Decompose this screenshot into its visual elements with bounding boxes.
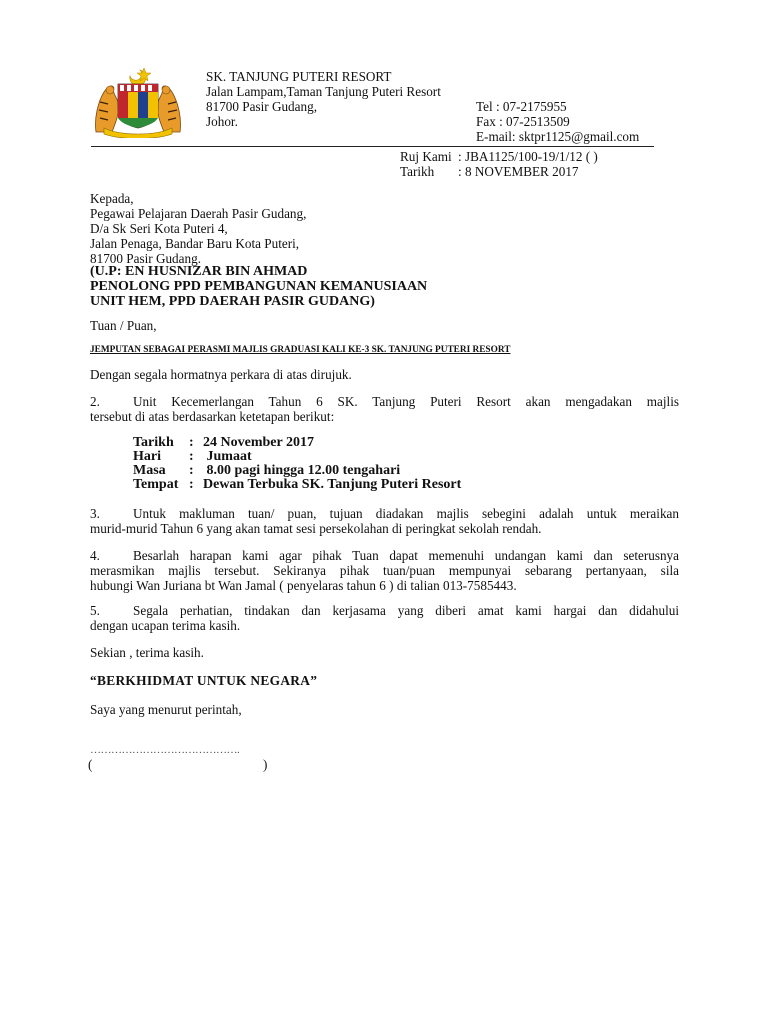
detail-row-masa xyxy=(133,463,400,478)
detail-row-hari xyxy=(133,449,252,464)
email: E-mail: sktpr1125@gmail.com xyxy=(476,129,640,144)
recipient-line-3: Jalan Penaga, Bandar Baru Kota Puteri, xyxy=(90,236,300,251)
detail-colon: : xyxy=(189,477,194,492)
para2-line-1: Unit Kecemerlangan Tahun 6 SK. Tanjung Puteri Resort akan mengadakan majlis xyxy=(133,394,679,409)
recipient-line-1: Pegawai Pelajaran Daerah Pasir Gudang, xyxy=(90,206,307,221)
detail-row-tarikh xyxy=(133,435,314,450)
para5-line-2: dengan ucapan terima kasih. xyxy=(90,618,241,633)
salutation: Tuan / Puan, xyxy=(90,318,157,333)
date-label: Tarikh xyxy=(400,164,435,179)
para2-number: 2. xyxy=(90,394,100,409)
para3-line-2: murid-murid Tahun 6 yang akan tamat sesi persekolahan di peringkat sekolah rendah. xyxy=(90,521,542,536)
detail-label: Masa xyxy=(133,463,166,478)
school-name: SK. TANJUNG PUTERI RESORT xyxy=(206,69,392,84)
para5-line-1: Segala perhatian, tindakan dan kerjasama yang diberi amat kami hargai dan didahului xyxy=(133,603,679,618)
address-line-2: 81700 Pasir Gudang, xyxy=(206,99,317,114)
para3-line-1: Untuk makluman tuan/ puan, tujuan diadakan majlis sebegini adalah untuk meraikan xyxy=(133,506,679,521)
name-bracket-close: ) xyxy=(263,757,268,772)
ref-value: : JBA1125/100-19/1/12 ( ) xyxy=(458,149,598,164)
para5-number: 5. xyxy=(90,603,100,618)
fax: Fax : 07-2513509 xyxy=(476,114,570,129)
detail-colon: : xyxy=(189,449,194,464)
detail-row-tempat xyxy=(133,477,461,492)
detail-value: Jumaat xyxy=(203,449,252,464)
telephone: Tel : 07-2175955 xyxy=(476,99,567,114)
detail-value: 24 November 2017 xyxy=(203,435,314,450)
subject-line: JEMPUTAN SEBAGAI PERASMI MAJLIS GRADUASI KALI KE-3 SK. TANJUNG PUTERI RESORT xyxy=(90,345,511,355)
signature-line: ……………………………………. xyxy=(90,744,240,756)
opening-line: Dengan segala hormatnya perkara di atas dirujuk. xyxy=(90,367,352,382)
para2-line-2: tersebut di atas berdasarkan ketetapan berikut: xyxy=(90,409,335,424)
detail-label: Tempat xyxy=(133,477,179,492)
attention-line-2: PENOLONG PPD PEMBANGUNAN KEMANUSIAAN xyxy=(90,279,428,294)
sekian: Sekian , terima kasih. xyxy=(90,645,204,660)
attention-line-3: UNIT HEM, PPD DAERAH PASIR GUDANG) xyxy=(90,294,375,309)
attention-line-1: (U.P: EN HUSNIZAR BIN AHMAD xyxy=(90,264,308,279)
para3-number: 3. xyxy=(90,506,100,521)
para4-line-2: merasmikan majlis tersebut. Sekiranya pihak tuan/puan mempunyai sebarang pertanyaan, sila xyxy=(90,563,679,578)
detail-label: Hari xyxy=(133,449,161,464)
address-line-1: Jalan Lampam,Taman Tanjung Puteri Resort xyxy=(206,84,441,99)
detail-colon: : xyxy=(189,435,194,450)
recipient-line-2: D/a Sk Seri Kota Puteri 4, xyxy=(90,221,228,236)
para4-line-3: hubungi Wan Juriana bt Wan Jamal ( penyelaras tahun 6 ) di talian 013-7585443. xyxy=(90,578,517,593)
name-bracket-open: ( xyxy=(88,757,93,772)
saya-yang-menurut: Saya yang menurut perintah, xyxy=(90,702,242,717)
coat-of-arms-logo xyxy=(90,62,186,138)
header-divider xyxy=(91,146,654,147)
detail-value: Dewan Terbuka SK. Tanjung Puteri Resort xyxy=(203,477,462,492)
para4-number: 4. xyxy=(90,548,100,563)
para4-line-1: Besarlah harapan kami agar pihak Tuan dapat memenuhi undangan kami dan seterusnya xyxy=(133,548,679,563)
motto: “BERKHIDMAT UNTUK NEGARA” xyxy=(90,673,318,688)
ref-label: Ruj Kami xyxy=(400,149,452,164)
detail-label: Tarikh xyxy=(133,435,174,450)
address-line-3: Johor. xyxy=(206,114,238,129)
detail-colon: : xyxy=(189,463,194,478)
kepada: Kepada, xyxy=(90,191,134,206)
recipient-line-4: 81700 Pasir Gudang. xyxy=(90,251,201,266)
detail-value: 8.00 pagi hingga 12.00 tengahari xyxy=(203,463,401,478)
date-value: : 8 NOVEMBER 2017 xyxy=(458,164,579,179)
